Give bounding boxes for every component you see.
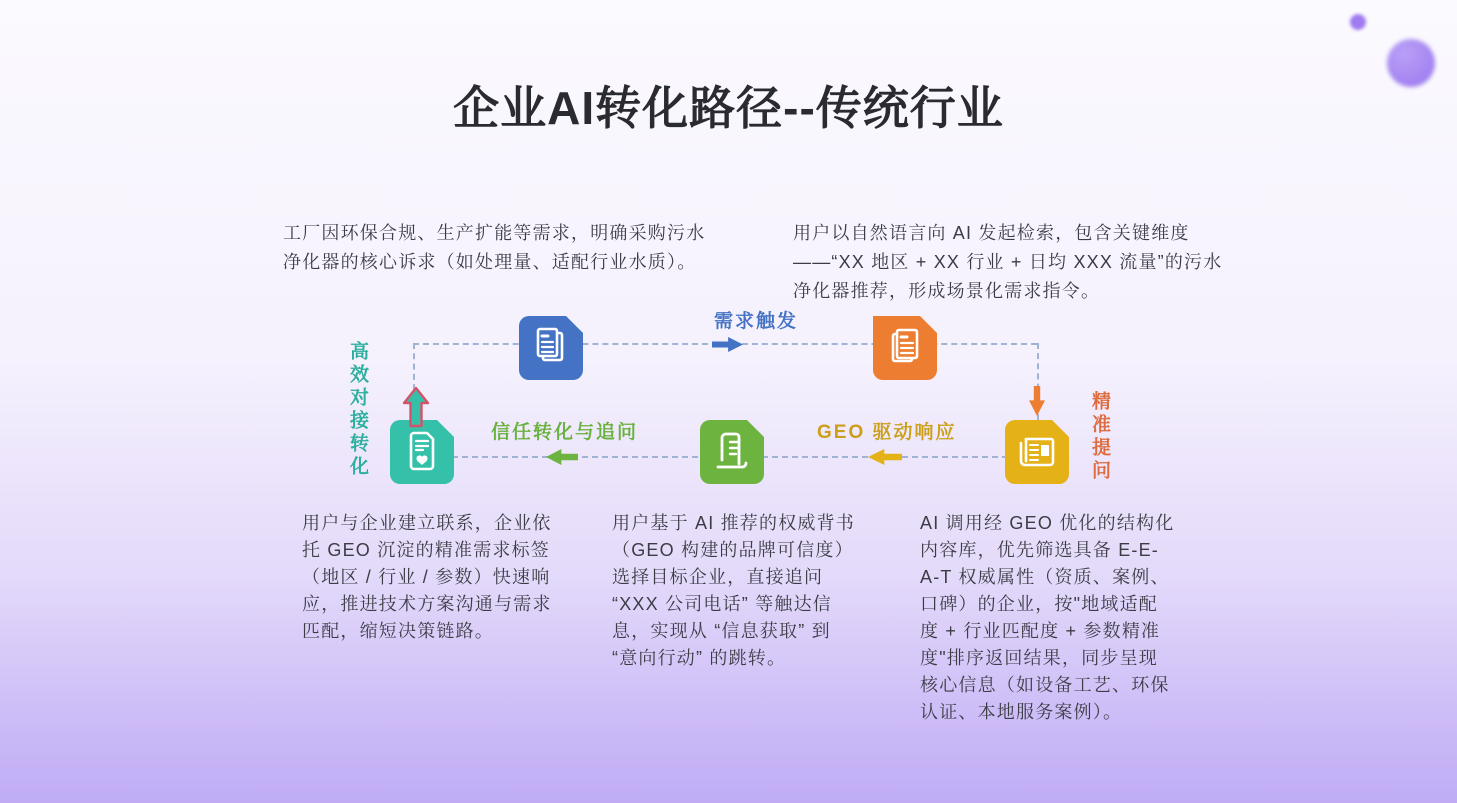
arrow-right-icon — [712, 337, 743, 352]
arrow-left-icon — [546, 449, 578, 465]
document-pages-icon — [519, 316, 583, 380]
page-title: 企业AI转化路径--传统行业 — [453, 82, 1004, 134]
paragraph-geo-ranking: AI 调用经 GEO 优化的结构化内容库，优先筛选具备 E-E-A-T 权威属性（资质、案例、口碑）的企业，按"地域适配度 + 行业匹配度 + 参数精准度"排序返回结果，同步呈现核心信息（如设备工艺、环保认证、本地服务案例）。 — [920, 513, 1175, 722]
document-pages-icon — [873, 316, 937, 380]
flow-label-geo-response: GEO 驱动响应 — [817, 422, 957, 443]
decor-circle-small — [1350, 14, 1366, 30]
arrow-left-icon — [868, 449, 902, 465]
arrow-up-icon — [402, 386, 430, 428]
paragraph-contact-conversion: 用户与企业建立联系，企业依托 GEO 沉淀的精准需求标签（地区 / 行业 / 参数）快速响应，推进技术方案沟通与需求匹配，缩短决策链路。 — [302, 513, 552, 641]
flow-label-demand-trigger: 需求触发 — [714, 311, 799, 332]
paragraph-trust-selection: 用户基于 AI 推荐的权威背书（GEO 构建的品牌可信度）选择目标企业，直接追问 “XXX 公司电话” 等触达信息，实现从 “信息获取” 到 “意向行动” 的跳转。 — [612, 513, 856, 668]
arrow-down-icon — [1029, 386, 1045, 416]
newspaper-icon — [1005, 420, 1069, 484]
flow-label-precise-question: 精准提问 — [1089, 391, 1110, 483]
flow-label-trust-conversion: 信任转化与追问 — [491, 422, 639, 443]
flow-label-efficient-connection: 高效对接转化 — [347, 341, 368, 479]
scroll-icon — [700, 420, 764, 484]
document-heart-icon — [390, 420, 454, 484]
paragraph-demand-origin: 工厂因环保合规、生产扩能等需求，明确采购污水净化器的核心诉求（如处理量、适配行业水质）。 — [283, 223, 706, 272]
paragraph-user-search: 用户以自然语言向 AI 发起检索，包含关键维度 ——“XX 地区 + XX 行业 + 日均 XXX 流量”的污水净化器推荐，形成场景化需求指令。 — [793, 223, 1223, 301]
